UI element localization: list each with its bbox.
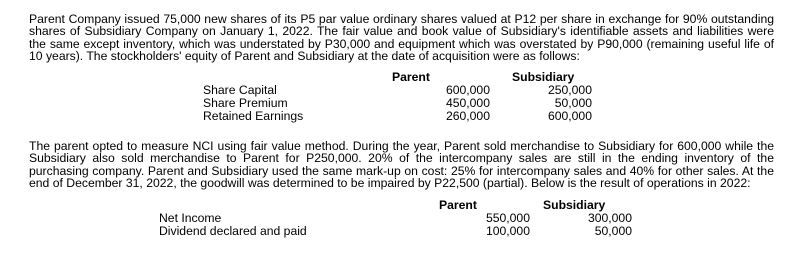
table1-row-label: Share Capital xyxy=(203,83,277,97)
table1-header-parent: Parent xyxy=(392,70,430,84)
table2-row-parent: 100,000 xyxy=(485,224,530,238)
table2-row-parent: 550,000 xyxy=(485,211,530,225)
table2-row-subsidiary: 300,000 xyxy=(587,211,632,225)
table1-header-subsidiary: Subsidiary xyxy=(512,70,575,84)
table1-row-parent: 450,000 xyxy=(445,96,490,110)
table1-row-parent: 600,000 xyxy=(445,83,490,97)
paragraph-acquisition: Parent Company issued 75,000 new shares of its P5 par value ordinary shares valued at P12 per share in exchange for 90% outstanding shares of Subsidiary Company on January 1, 2022. The fair value and book value of Subsidiary's identifiable assets and liabilities were the same except inventory, which was understated by P30,000 and equipment which was overstated by P90,000 (remaining useful life of 10 years). The stockholders' equity of Parent and Subsidiary at the date of acquisition were as follows: xyxy=(29,12,774,64)
table1-row-label: Share Premium xyxy=(203,96,288,110)
table2-row-label: Dividend declared and paid xyxy=(159,224,307,238)
table2-row-subsidiary: 50,000 xyxy=(594,224,632,238)
table2-row-label: Net Income xyxy=(159,211,222,225)
table1-row-parent: 260,000 xyxy=(445,109,490,123)
paragraph-operations: The parent opted to measure NCI using fair value method. During the year, Parent sold merchandise to Subsidiary for 600,000 while the Subsidiary also sold merchandise to Parent for P250,000. 20% of the intercompany sales are still in the ending inventory of the purchasing company. Parent and Subsidiary used the same mark-up on cost: 25% for intercompany sales and 40% for other sales. At the end of December 31, 2022, the goodwill was determined to be impaired by P22,500 (partial). Below is the result of operations in 2022: xyxy=(29,139,774,191)
table1-row-subsidiary: 50,000 xyxy=(554,96,592,110)
table1-row-subsidiary: 600,000 xyxy=(547,109,592,123)
table1-row-subsidiary: 250,000 xyxy=(547,83,592,97)
table2-header-subsidiary: Subsidiary xyxy=(543,198,606,212)
table1-row-label: Retained Earnings xyxy=(203,109,304,123)
table2-header-parent: Parent xyxy=(439,198,477,212)
